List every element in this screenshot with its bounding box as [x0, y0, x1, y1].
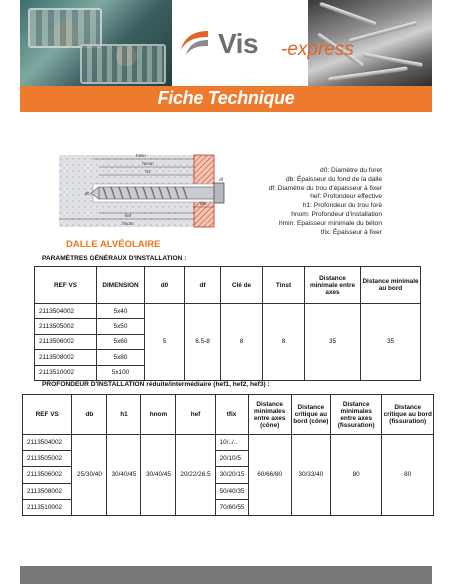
page-title: Fiche Technique: [157, 88, 295, 108]
edge-cone-cell: 30/33/40: [291, 435, 330, 516]
col-header: Distance minimales entre axes (cône): [248, 395, 291, 435]
logo-chevron-icon: [178, 28, 212, 58]
table-row: [23, 435, 434, 451]
axes-distance-cell: 35: [305, 304, 361, 381]
edge-distance-cell: 35: [361, 304, 421, 381]
col-header: tfix: [215, 395, 248, 435]
screw-head: [214, 183, 224, 203]
ref-cell: 2113504002: [35, 304, 97, 319]
dimension-cell: 5x100: [97, 365, 145, 380]
col-header: hef: [176, 395, 215, 435]
svg-text:d0: d0: [84, 191, 90, 196]
legend-item: db: Épaisseur du fond de la dalle: [285, 175, 382, 183]
ref-cell: 2113510002: [35, 365, 97, 380]
table2-caption: PROFONDEUR D'INSTALLATION réduite/intermédiaire (hef1, hef2, hef3) :: [42, 381, 270, 388]
table-row: [35, 304, 421, 319]
db-cell: 25/30/40: [72, 435, 107, 516]
col-header: db: [72, 395, 107, 435]
svg-text:df: df: [219, 177, 223, 182]
logo-express-text: -express: [281, 39, 354, 60]
h1-cell: 30/40/45: [107, 435, 141, 516]
dimension-cell: 5x60: [97, 334, 145, 349]
ref-cell: 2113506002: [23, 467, 72, 483]
col-header: REF VS: [35, 267, 97, 304]
legend-item: tfix: Épaisseur à fixer: [320, 228, 382, 236]
ref-cell: 2113505002: [23, 451, 72, 467]
df-cell: 6.5-8: [185, 304, 221, 381]
col-header: Distance critique au bord (cône): [291, 395, 330, 435]
col-header: Distance minimale entre axes: [305, 267, 361, 304]
tfix-cell: 20/10/5: [215, 451, 248, 467]
reduced-depth-table: [22, 394, 434, 516]
hnom-cell: 30/40/45: [141, 435, 176, 516]
tfix-cell: 50/40/35: [215, 483, 248, 499]
title-bar: [20, 86, 432, 112]
hands-screws-photo: [20, 0, 172, 86]
dimension-cell: 5x80: [97, 350, 145, 365]
svg-text:tfix: tfix: [200, 201, 206, 206]
legend-item: h1: Profondeur du trou foré: [302, 202, 382, 210]
edge-fissuration-cell: 80: [382, 435, 434, 516]
dimension-cell: 5x40: [97, 304, 145, 319]
tfix-cell: 70/60/55: [215, 499, 248, 515]
logo-vis-text: Vis: [218, 28, 259, 59]
col-header: Distance minimale au bord: [361, 267, 421, 304]
svg-text:hmin: hmin: [136, 153, 146, 158]
ref-cell: 2113508002: [23, 483, 72, 499]
col-header: hnom: [141, 395, 176, 435]
d0-cell: 5: [145, 304, 185, 381]
hef-cell: 20/22/26.5: [176, 435, 215, 516]
col-header: Distance critique au bord (fissuration): [382, 395, 434, 435]
installation-params-table: [34, 266, 421, 381]
cle-cell: 8: [221, 304, 263, 381]
section-title: DALLE ALVÉOLAIRE: [66, 239, 161, 250]
legend-item: df: Diamètre du trou d'épaisseur à fixer: [268, 184, 382, 192]
tinst-cell: 8: [263, 304, 305, 381]
legend-item: d0: Diamètre du foret: [320, 167, 382, 174]
ref-cell: 2113505002: [35, 319, 97, 334]
svg-text:hef: hef: [124, 213, 132, 218]
col-header: Tinst: [263, 267, 305, 304]
col-header: REF VS: [23, 395, 72, 435]
svg-text:hnom: hnom: [122, 221, 134, 226]
table-header-row: [23, 395, 434, 435]
ref-cell: 2113504002: [23, 435, 72, 451]
axes-cone-cell: 60/66/80: [248, 435, 291, 516]
parameter-legend: [269, 167, 382, 237]
col-header: d0: [145, 267, 185, 304]
anchor-screw-diagram: [53, 145, 238, 240]
ref-cell: 2113510002: [23, 499, 72, 515]
legend-item: hnom: Profondeur d'installation: [291, 210, 382, 218]
axes-fissuration-cell: 80: [330, 435, 382, 516]
legend-item: hef: Profondeur effective: [310, 193, 382, 201]
col-header: h1: [107, 395, 141, 435]
svg-text:h1: h1: [145, 169, 151, 174]
col-header: Clé de: [221, 267, 263, 304]
ref-cell: 2113506002: [35, 334, 97, 349]
dimension-cell: 5x50: [97, 319, 145, 334]
footer-bar: [20, 566, 432, 584]
table-header-row: [35, 267, 421, 304]
col-header: df: [185, 267, 221, 304]
legend-item: hmin: Epaisseur minimale du béton: [279, 219, 382, 227]
header-banner: [20, 0, 432, 86]
tfix-cell: 10/../..: [215, 435, 248, 451]
col-header: DIMENSION: [97, 267, 145, 304]
ref-cell: 2113508002: [35, 350, 97, 365]
table1-caption: PARAMÈTRES GÉNÉRAUX D'INSTALLATION :: [42, 255, 187, 262]
tfix-cell: 30/20/15: [215, 467, 248, 483]
svg-text:hnom: hnom: [142, 161, 154, 166]
col-header: Distance minimales entre axes (fissuration): [330, 395, 382, 435]
